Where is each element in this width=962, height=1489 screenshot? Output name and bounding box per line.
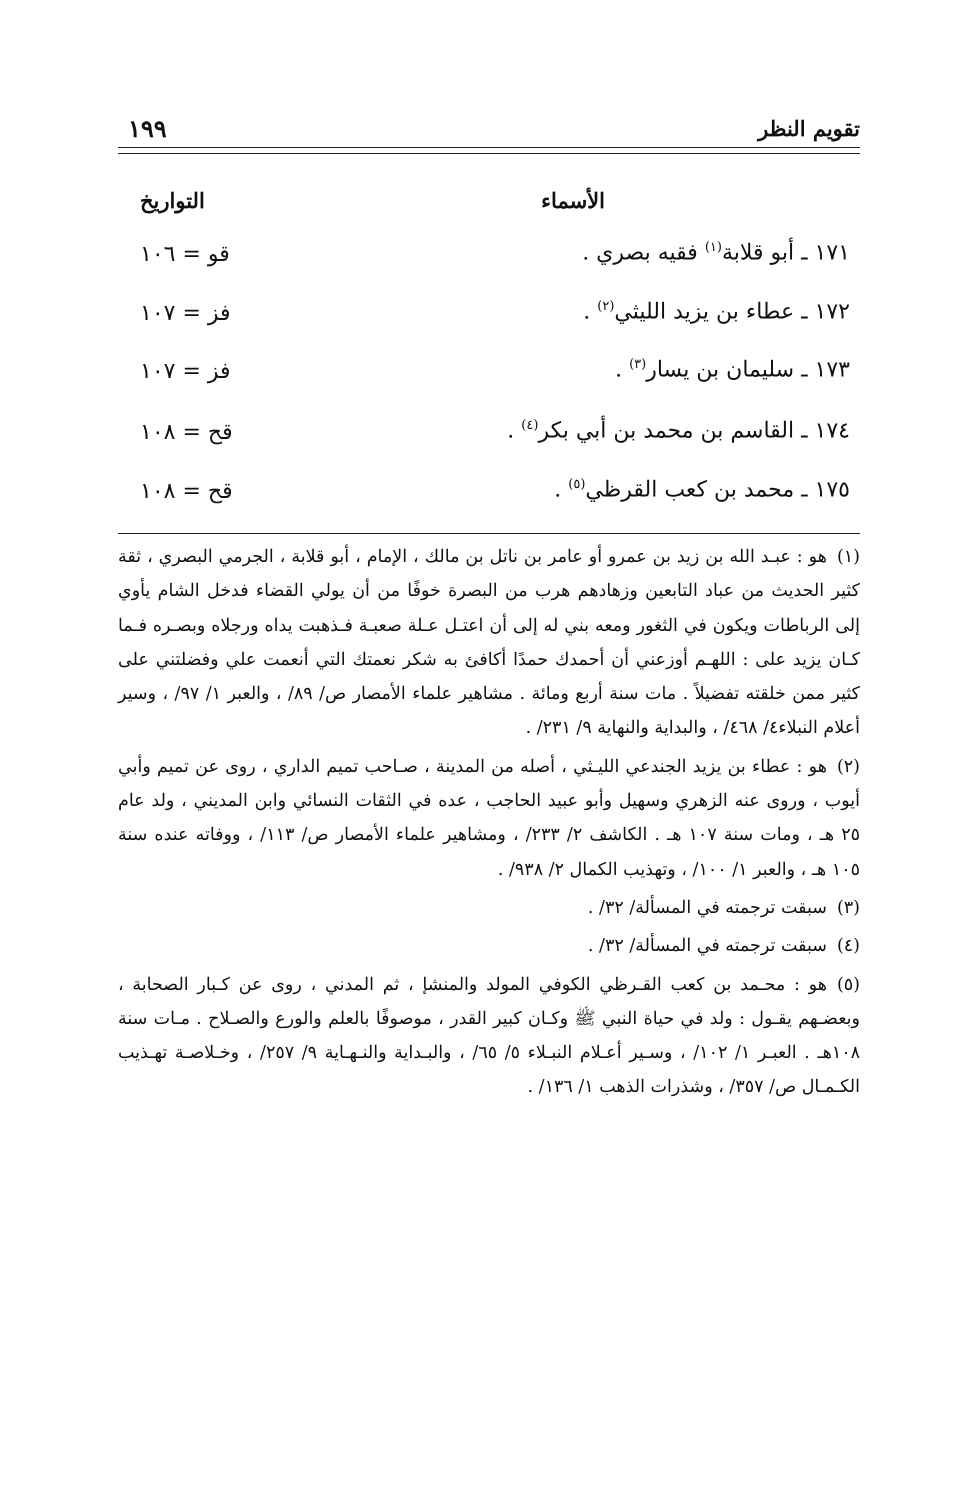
entry-row xyxy=(118,240,860,280)
footnote-number: (١) xyxy=(836,547,860,567)
names-column-heading: الأسماء xyxy=(541,188,605,213)
footnote-text: هو : عبـد الله بن زيد بن عمرو أو عامر بن ناتل بن مالك ، الإمام ، أبو قلابة ، الجرمي البصري ، ثقة كثير الحديث من عباد التابعين وزهادهم هرب من البصرة خوفًا من أن يولي القضاء فدخل الشام يأوي إلى الرباطات ويكون في الثغور ومعه بني له إلى أن اعتـل عـلة صعبـة فـذهبت يداه ورجلاه وبصـره فـما كـان يزيد على : اللهـم أوزعني أن أحمدك حمدًا أكافئ به شكر نعمتك التي أنعمت علي وفضلتني على كثير ممن خلقته تفضيلاً . مات سنة أربع ومائة . مشاهير علماء الأمصار ص/ ٨٩/ ، والعبر ١/ ٩٧/ ، وسير أعلام النبلاء٤/ ٤٦٨/ ، والبداية والنهاية ٩/ ٢٣١/ . xyxy=(118,547,860,739)
footnote-ref: (٣) xyxy=(629,357,647,372)
column-headings xyxy=(118,188,860,222)
footnote-separator xyxy=(118,533,860,534)
entry-name: ١٧٥ ـ محمد بن كعب القرظي$^{(٥)}$ . xyxy=(554,477,850,503)
footnote-number: (٤) xyxy=(836,936,860,957)
footnote-ref: (١) xyxy=(704,240,722,255)
footnote-text: سبقت ترجمته في المسألة/ ٣٢/ . xyxy=(587,897,827,918)
entry-date: فز = ١٠٧ xyxy=(140,301,231,326)
footnotes xyxy=(118,540,860,1109)
footnote xyxy=(118,540,860,746)
page-number: ١٩٩ xyxy=(128,114,167,143)
entry-date: قح = ١٠٨ xyxy=(140,479,233,504)
footnote-number: (٣) xyxy=(836,897,860,918)
book-page xyxy=(118,0,860,1489)
running-header xyxy=(118,112,860,150)
running-title: تقويم النظر xyxy=(758,116,860,141)
entry-name: ١٧٤ ـ القاسم بن محمد بن أبي بكر$^{(٤)}$ . xyxy=(507,418,850,444)
footnote-ref: (٥) xyxy=(568,477,586,492)
footnote-text: سبقت ترجمته في المسألة/ ٣٢/ . xyxy=(587,936,827,957)
footnote-ref: (٤) xyxy=(521,418,539,433)
entry-row xyxy=(118,357,860,397)
entry-row xyxy=(118,477,860,517)
dates-column-heading: التواريخ xyxy=(140,188,205,213)
footnote-text: هو : محـمد بن كعب القـرظي الكوفي المولد والمنشإ ، ثم المدني ، روى عن كـبار الصحابة ، وبعضـهم يقـول : ولد في حياة النبي ﷺ وكـان كبير القدر ، موصوفًا بالعلم والورع والصـلاح . مـات سنة ١٠٨هـ . العبـر ١/ ١٠٢/ ، وسـير أعـلام النبـلاء ٥/ ٦٥/ ، والبـداية والنـهـاية ٩/ ٢٥٧/ ، وخـلاصـة تهـذيب الكـمـال ص/ ٣٥٧/ ، وشذرات الذهب ١/ ١٣٦/ . xyxy=(118,974,861,1098)
footnote xyxy=(118,891,860,925)
footnote-ref: (٢) xyxy=(597,299,615,314)
entry-row xyxy=(118,418,860,458)
entry-name: ١٧٢ ـ عطاء بن يزيد الليثي$^{(٢)}$ . xyxy=(583,299,850,325)
footnote xyxy=(118,968,860,1105)
footnote-number: (٥) xyxy=(836,974,860,995)
entry-row xyxy=(118,299,860,339)
entry-name: ١٧٣ ـ سليمان بن يسار$^{(٣)}$ . xyxy=(615,357,850,383)
footnote-number: (٢) xyxy=(836,756,860,777)
entry-name: ١٧١ ـ أبو قلابة$^{(١)}$ فقيه بصري . xyxy=(582,240,850,266)
header-double-rule xyxy=(118,147,860,154)
footnote xyxy=(118,750,860,887)
entry-date: فز = ١٠٧ xyxy=(140,359,231,384)
entry-date: قح = ١٠٨ xyxy=(140,420,233,445)
entry-date: قو = ١٠٦ xyxy=(140,242,230,267)
footnote-text: هو : عطاء بن يزيد الجندعي الليـثي ، أصله من المدينة ، صـاحب تميم الداري ، روى عن تميم وأبي أيوب ، وروى عنه الزهري وسهيل وأبو عبيد الحاجب ، عده في الثقات النسائي وابن المديني ، ولد عام ٢٥ هـ ، ومات سنة ١٠٧ هـ . الكاشف ٢/ ٢٣٣/ ، ومشاهير علماء الأمصار ص/ ١١٣/ ، ووفاته عنده سنة ١٠٥ هـ ، والعبر ١/ ١٠٠/ ، وتهذيب الكمال ٢/ ٩٣٨/ . xyxy=(118,756,861,880)
footnote xyxy=(118,929,860,963)
